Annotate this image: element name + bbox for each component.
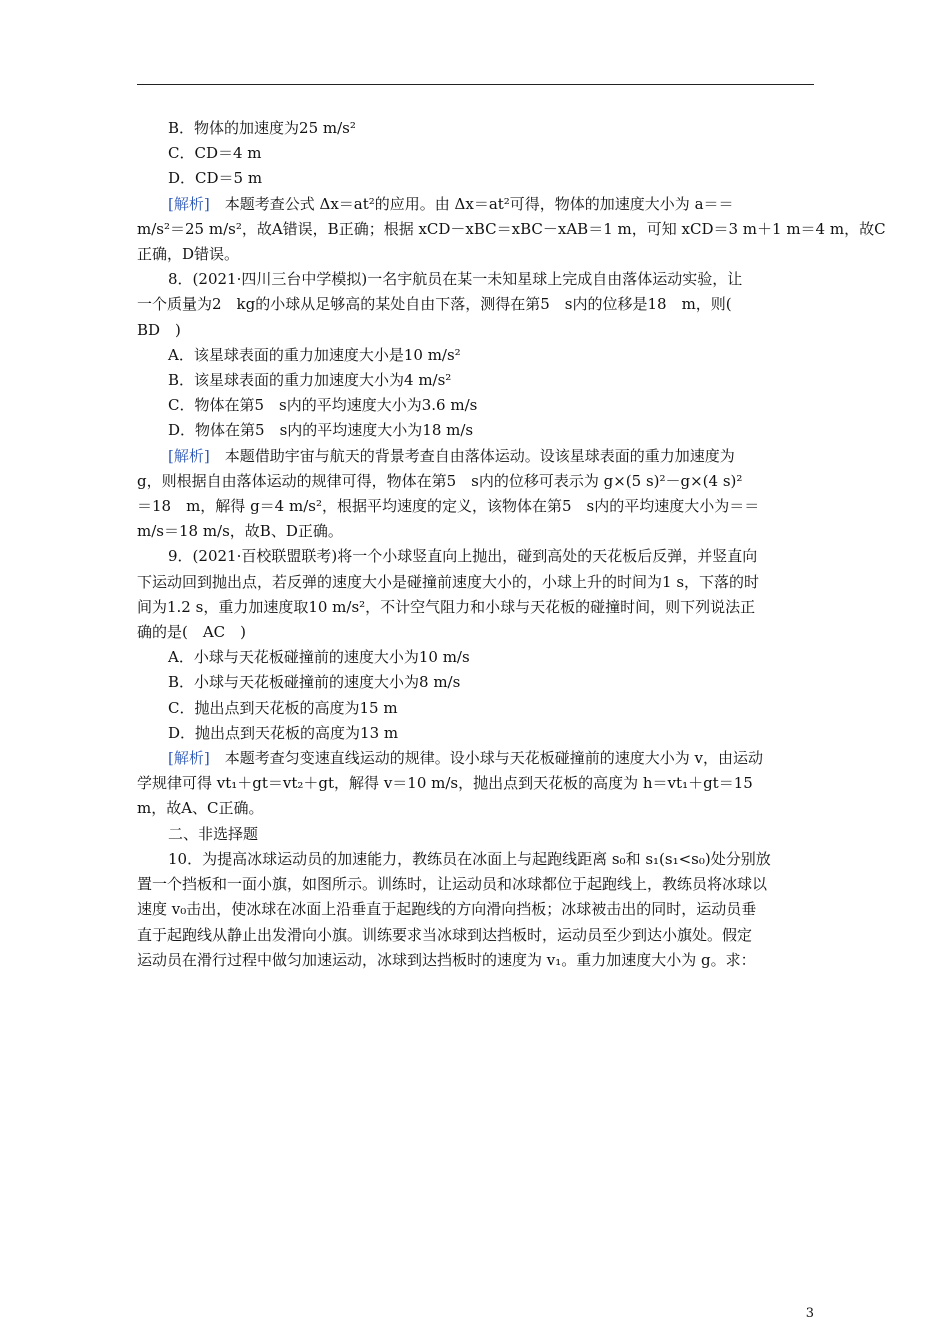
q9-stem-line-1: 9．(2021·百校联盟联考)将一个小球竖直向上抛出，碰到高处的天花板后反弹，并竖直向 (168, 547, 758, 566)
q8-analysis-tag: [解析] (168, 446, 210, 465)
q7-option-c: C．CD＝4 m (168, 144, 262, 163)
q8-stem-line-1: 8．(2021·四川三台中学模拟)一名宇航员在某一未知星球上完成自由落体运动实验，让 (168, 270, 743, 289)
q9-stem-line-2: 下运动回到抛出点，若反弹的速度大小是碰撞前速度大小的，小球上升的时间为1 s，下落的时 (137, 572, 760, 591)
q8-analysis-text-1: 本题借助宇宙与航天的背景考查自由落体运动。设该星球表面的重力加速度为 (209, 446, 735, 465)
q8-analysis-line-4: m/s＝18 m/s，故B、D正确。 (137, 522, 343, 541)
q9-analysis-line-3: m，故A、C正确。 (137, 799, 264, 818)
q8-option-b: B．该星球表面的重力加速度大小为4 m/s² (168, 371, 452, 390)
q9-analysis-text-1: 本题考查匀变速直线运动的规律。设小球与天花板碰撞前的速度大小为 v，由运动 (209, 749, 763, 768)
q8-analysis-line-1 (137, 444, 817, 469)
q7-option-b: B．物体的加速度为25 m/s² (168, 119, 356, 137)
q8-stem-line-3: BD ) (137, 320, 181, 339)
q8-stem-line-2: 一个质量为2 kg的小球从足够高的某处自由下落，测得在第5 s内的位移是18 m，则( (137, 295, 732, 314)
q9-stem-line-4: 确的是( AC ) (137, 623, 247, 642)
q8-option-a: A．该星球表面的重力加速度大小是10 m/s² (168, 345, 461, 364)
q8-analysis-line-3: ＝18 m，解得 g＝4 m/s²，根据平均速度的定义，该物体在第5 s内的平均速度大小为＝＝ (137, 497, 760, 516)
q8-analysis-line-2: g，则根据自由落体运动的规律可得，物体在第5 s内的位移可表示为 g×(5 s)²－g×(4 s)² (137, 471, 743, 490)
page-number: 3 (805, 1306, 814, 1321)
q9-analysis-tag: [解析] (168, 749, 210, 768)
q7-analysis-line-1 (137, 192, 817, 217)
q9-analysis-line-2: 学规律可得 vt₁＋gt＝vt₂＋gt，解得 v＝10 m/s，抛出点到天花板的高度为 h＝vt₁＋gt＝15 (137, 774, 753, 793)
section-heading: 二、非选择题 (168, 824, 259, 843)
q8-option-c: C．物体在第5 s内的平均速度大小为3.6 m/s (168, 396, 478, 415)
q7-option-d: D．CD＝5 m (168, 169, 263, 188)
q7-analysis-line-3: 正确，D错误。 (137, 245, 240, 264)
q9-analysis-line-1 (137, 746, 817, 771)
q7-analysis-text-1: 本题考查公式 Δx＝at²的应用。由 Δx＝at²可得，物体的加速度大小为 a＝＝ (209, 194, 734, 213)
q10-stem-line-3: 速度 v₀击出，使冰球在冰面上沿垂直于起跑线的方向滑向挡板；冰球被击出的同时，运动员垂 (137, 900, 757, 919)
q10-stem-line-4: 直于起跑线从静止出发滑向小旗。训练要求当冰球到达挡板时，运动员至少到达小旗处。假定 (137, 925, 753, 944)
q7-analysis-tag: [解析] (168, 194, 210, 213)
q10-stem-line-2: 置一个挡板和一面小旗，如图所示。训练时，让运动员和冰球都位于起跑线上，教练员将冰球以 (137, 875, 768, 894)
q7-analysis-line-2: m/s²＝25 m/s²，故A错误，B正确；根据 xCD－xBC＝xBC－xAB＝1 m，可知 xCD＝3 m＋1 m＝4 m，故C (137, 219, 886, 238)
q8-option-d: D．物体在第5 s内的平均速度大小为18 m/s (168, 421, 474, 440)
q10-stem-line-1: 10．为提高冰球运动员的加速能力，教练员在冰面上与起跑线距离 s₀和 s₁(s₁<s₀)处分别放 (168, 849, 771, 868)
page-content (137, 116, 886, 973)
q9-option-c: C．抛出点到天花板的高度为15 m (168, 698, 398, 717)
q9-stem-line-3: 间为1.2 s，重力加速度取10 m/s²，不计空气阻力和小球与天花板的碰撞时间，则下列说法正 (137, 597, 756, 616)
q9-option-b: B．小球与天花板碰撞前的速度大小为8 m/s (168, 673, 461, 692)
q9-option-d: D．抛出点到天花板的高度为13 m (168, 723, 399, 742)
q10-stem-line-5: 运动员在滑行过程中做匀加速运动，冰球到达挡板时的速度为 v₁。重力加速度大小为 g。求： (137, 950, 756, 969)
header-rule (137, 84, 814, 85)
q9-option-a: A．小球与天花板碰撞前的速度大小为10 m/s (168, 648, 470, 667)
